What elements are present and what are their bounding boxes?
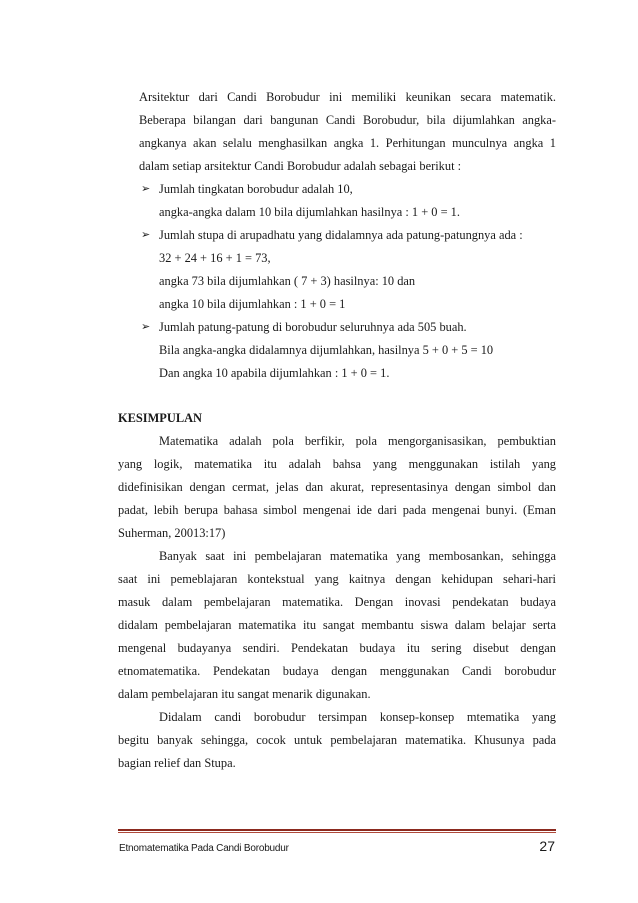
paragraph-line: Didalam candi borobudur tersimpan konsep-konsep mtematika yang bbox=[159, 710, 556, 724]
paragraph-line: dalam pembelajaran itu sangat menarik digunakan. bbox=[118, 687, 371, 701]
paragraph-line: masuk dalam pembelajaran matematika. Dengan inovasi pendekatan budaya bbox=[118, 595, 556, 609]
bullet-line: Jumlah patung-patung di borobudur seluruhnya ada 505 buah. bbox=[159, 320, 467, 334]
paragraph-line: didalam pembelajaran matematika itu sangat membantu siswa dalam belajar serta bbox=[118, 618, 556, 632]
bullet-line: 32 + 24 + 16 + 1 = 73, bbox=[159, 251, 271, 265]
footer-title: Etnomatematika Pada Candi Borobudur bbox=[119, 843, 289, 854]
bullet-line: Jumlah tingkatan borobudur adalah 10, bbox=[159, 182, 353, 196]
intro-line: angkanya akan selalu menghasilkan angka 1. Perhitungan munculnya angka 1 bbox=[139, 136, 556, 150]
paragraph-line: didefinisikan dengan cermat, jelas dan akurat, representasinya dengan simbol dan bbox=[118, 480, 556, 494]
paragraph-line: Matematika adalah pola berfikir, pola mengorganisasikan, pembuktian bbox=[159, 434, 556, 448]
paragraph-line: bagian relief dan Stupa. bbox=[118, 756, 236, 770]
arrow-bullet-icon: ➢ bbox=[141, 229, 151, 241]
paragraph-line: mengenal budayanya sendiri. Pendekatan budaya itu sering disebut dengan bbox=[118, 641, 556, 655]
bullet-line: angka 10 bila dijumlahkan : 1 + 0 = 1 bbox=[159, 297, 346, 311]
page-number: 27 bbox=[539, 838, 555, 854]
footer-rule-thin bbox=[118, 832, 556, 833]
bullet-line: Jumlah stupa di arupadhatu yang didalamnya ada patung-patungnya ada : bbox=[159, 228, 523, 242]
arrow-bullet-icon: ➢ bbox=[141, 321, 151, 333]
bullet-line: angka-angka dalam 10 bila dijumlahkan hasilnya : 1 + 0 = 1. bbox=[159, 205, 460, 219]
bullet-line: Dan angka 10 apabila dijumlahkan : 1 + 0 = 1. bbox=[159, 366, 390, 380]
intro-line: dalam setiap arsitektur Candi Borobudur adalah sebagai berikut : bbox=[139, 159, 462, 173]
paragraph-line: begitu banyak sehingga, cocok untuk pembelajaran matematika. Khusunya pada bbox=[118, 733, 556, 747]
paragraph-line: padat, lebih berupa bahasa simbol mengenai ide dari pada mengenai bunyi. (Eman bbox=[118, 503, 556, 517]
bullet-line: angka 73 bila dijumlahkan ( 7 + 3) hasilnya: 10 dan bbox=[159, 274, 416, 288]
paragraph-line: Suherman, 20013:17) bbox=[118, 526, 226, 540]
paragraph-line: etnomatematika. Pendekatan budaya dengan menggunakan Candi borobudur bbox=[118, 664, 556, 678]
arrow-bullet-icon: ➢ bbox=[141, 183, 151, 195]
paragraph-line: saat ini pemeblajaran kontekstual yang kaitnya dengan kehidupan sehari-hari bbox=[118, 572, 556, 586]
footer-rule bbox=[118, 829, 556, 831]
intro-line: Beberapa bilangan dari bangunan Candi Borobudur, bila dijumlahkan angka- bbox=[139, 113, 556, 127]
section-heading: KESIMPULAN bbox=[118, 411, 202, 425]
intro-line: Arsitektur dari Candi Borobudur ini memiliki keunikan secara matematik. bbox=[139, 90, 556, 104]
paragraph-line: yang logik, matematika itu adalah bahsa yang menggunakan istilah yang bbox=[118, 457, 556, 471]
paragraph-line: Banyak saat ini pembelajaran matematika yang membosankan, sehingga bbox=[159, 549, 556, 563]
bullet-line: Bila angka-angka didalamnya dijumlahkan, hasilnya 5 + 0 + 5 = 10 bbox=[159, 343, 494, 357]
